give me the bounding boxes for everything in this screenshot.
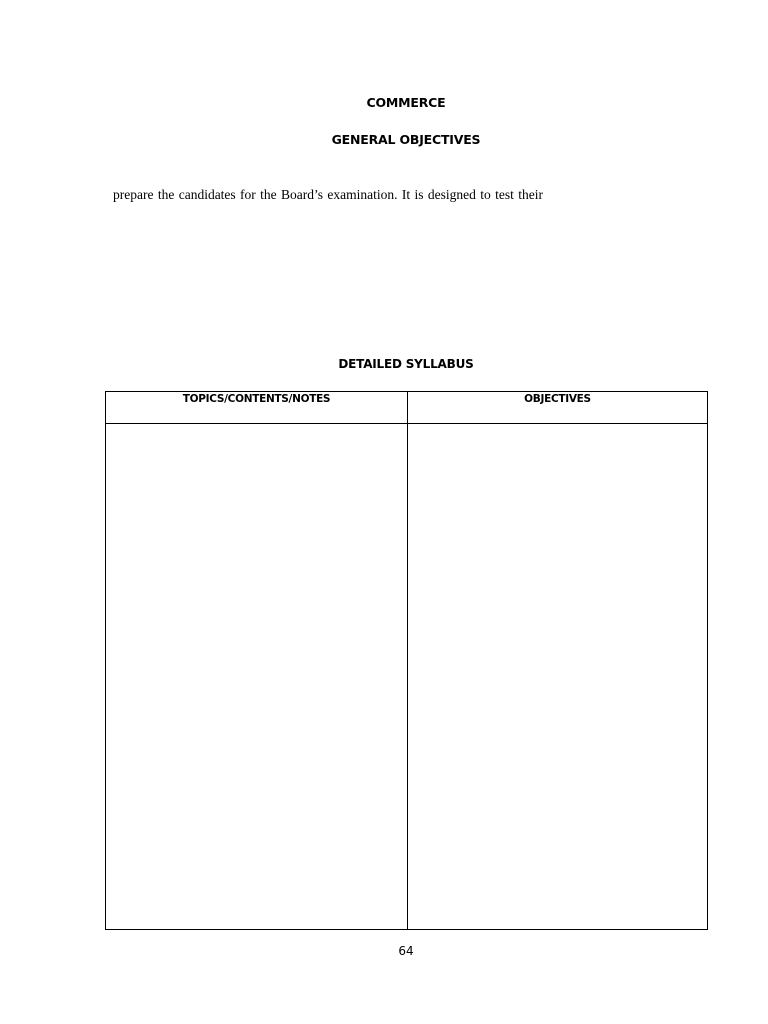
subject-title: COMMERCE: [366, 95, 446, 110]
intro-paragraph: prepare the candidates for the Board’s examination. It is designed to test their: [113, 187, 543, 202]
topics-column-header: TOPICS/CONTENTS/NOTES: [182, 393, 331, 405]
objectives-column-header: OBJECTIVES: [524, 393, 591, 405]
general-objectives-heading: GENERAL OBJECTIVES: [331, 132, 481, 147]
objectives-column-body: [408, 424, 707, 929]
detailed-syllabus-heading: DETAILED SYLLABUS: [338, 357, 474, 371]
topics-column-body: [106, 424, 407, 929]
page-number: 64: [398, 944, 414, 958]
syllabus-table: [105, 391, 708, 930]
